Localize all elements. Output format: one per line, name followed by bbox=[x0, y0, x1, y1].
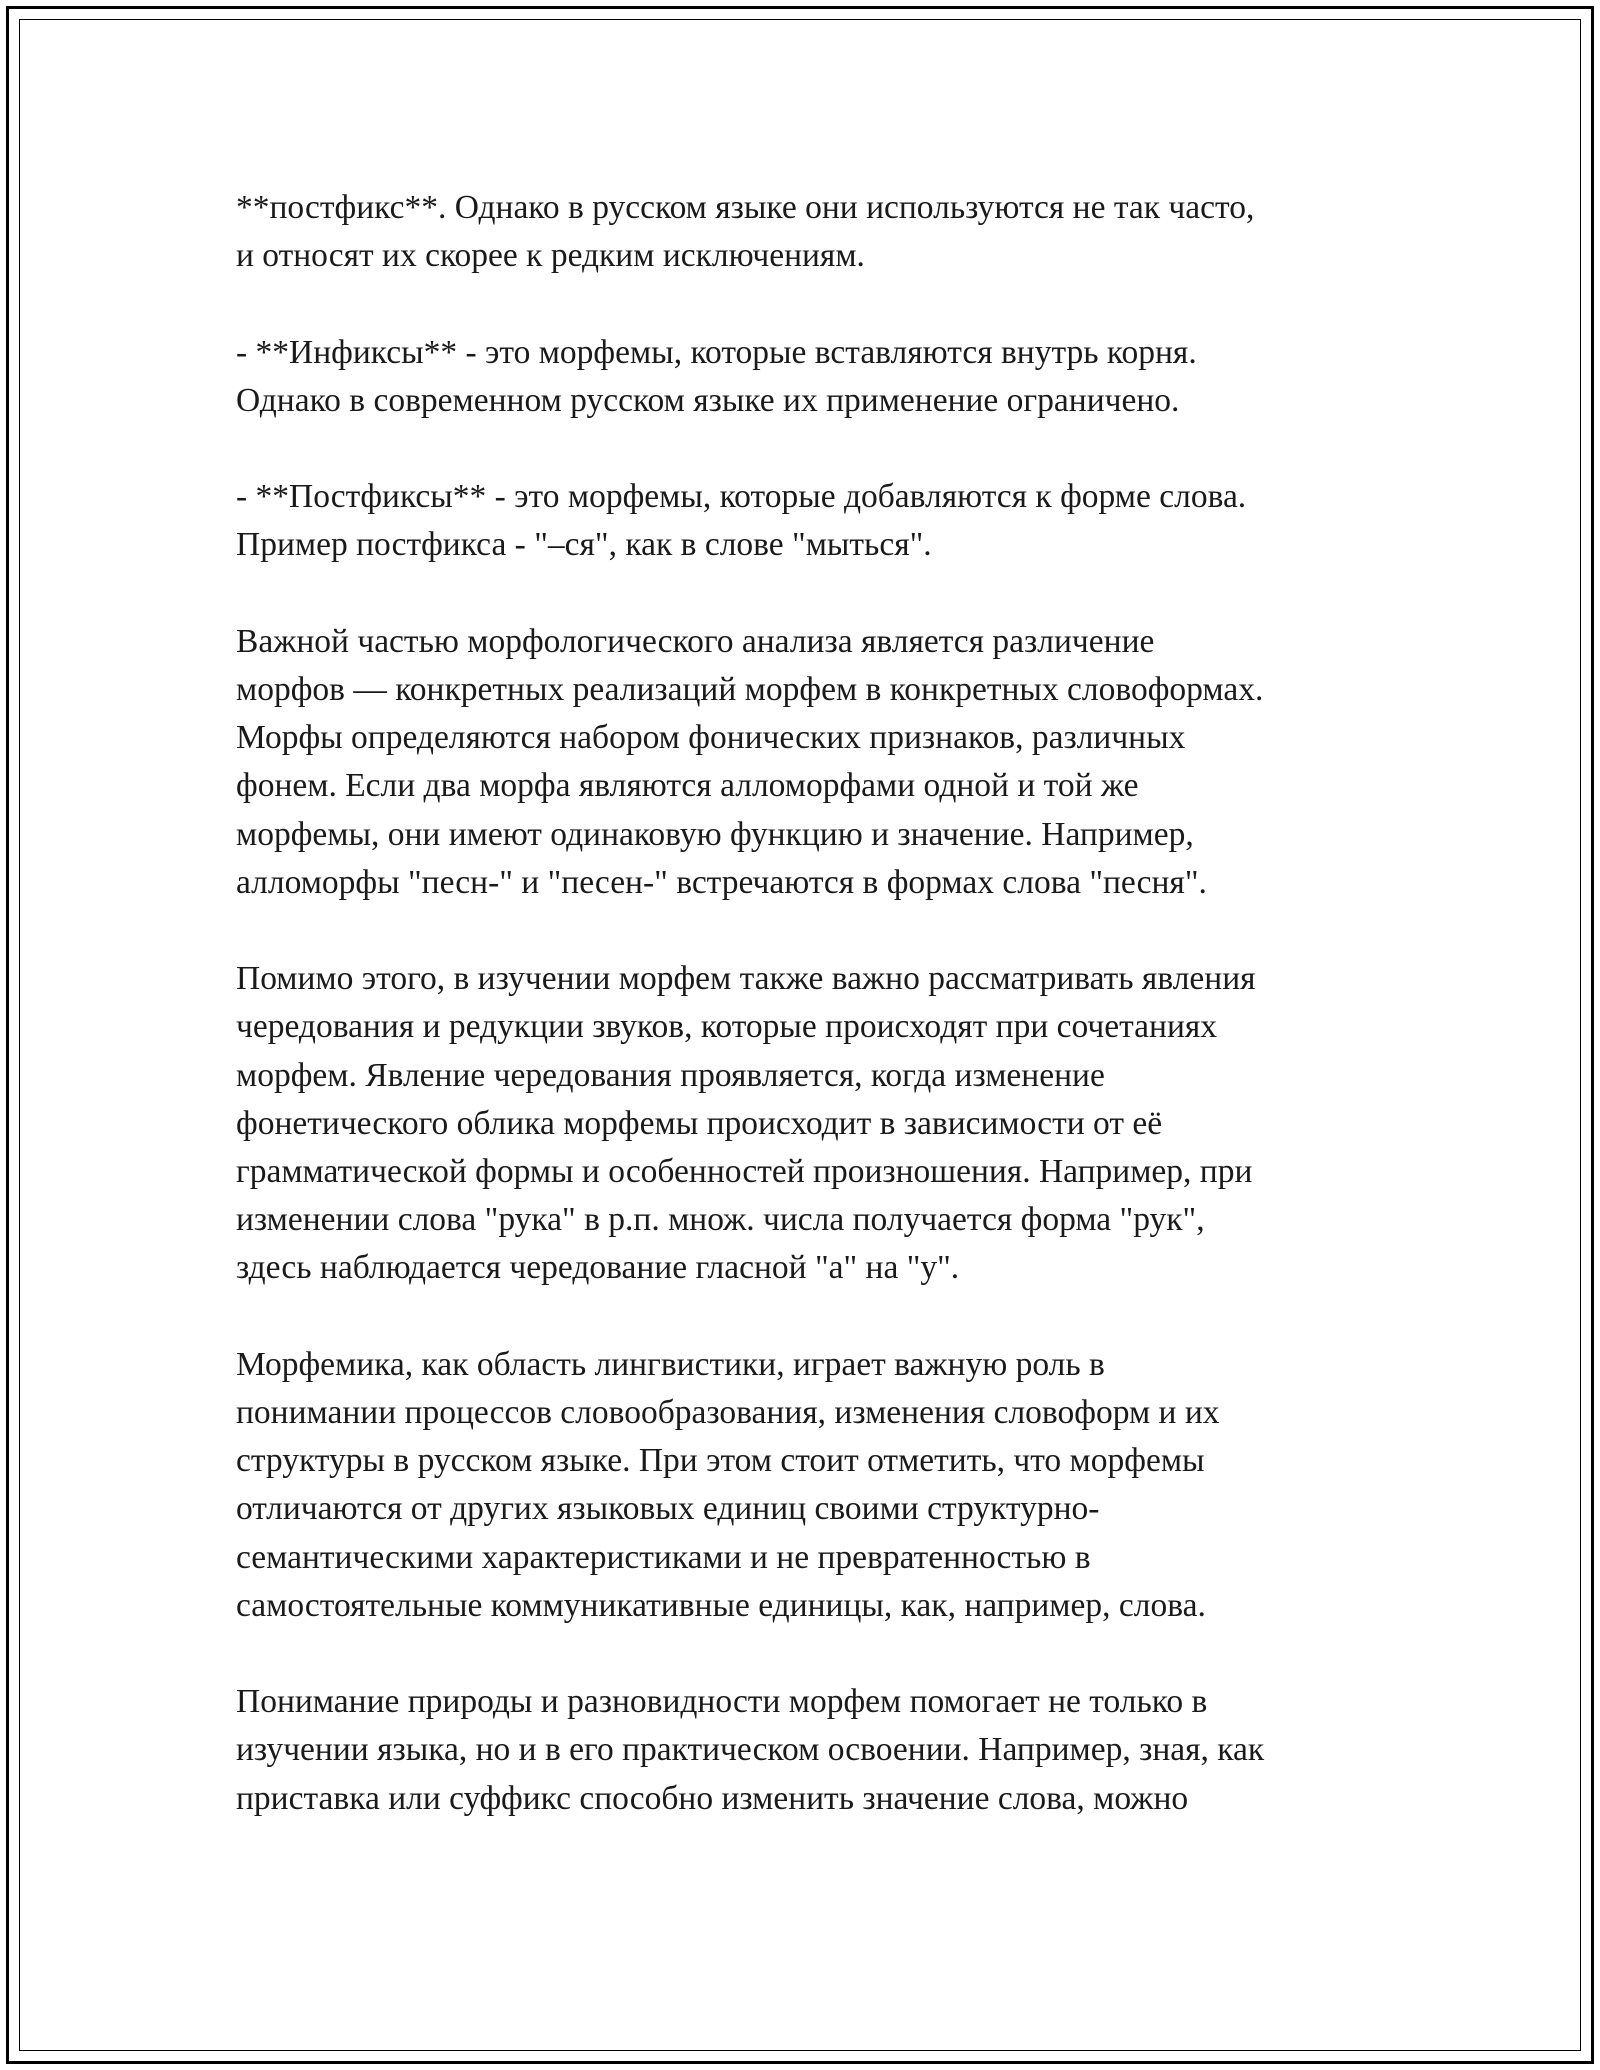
paragraph-infixes: - **Инфиксы** - это морфемы, которые вставляются внутрь корня. Однако в современном русском языке их применение ограничено. bbox=[236, 333, 1197, 419]
paragraph-morphs: Важной частью морфологического анализа является различение морфов — конкретных реализаций морфем в конкретных словоформах. Морфы определяются набором фонических признаков, различных фонем. Если два морфа являются алломорфами одной и той же морфемы, они имеют одинаковую функцию и значение. Например, алломорфы "песн-" и "песен-" встречаются в формах слова "песня". bbox=[236, 622, 1264, 901]
paragraph-morphemics-role: Морфемика, как область лингвистики, играет важную роль в понимании процессов словообразования, изменения словоформ и их структуры в русском языке. При этом стоит отметить, что морфемы отличаются от других языковых единиц своими структурно- семантическими характеристиками и не превратенностью в самостоятельные коммуникативные единицы, как, например, слова. bbox=[236, 1345, 1220, 1624]
paragraph-understanding: Понимание природы и разновидности морфем помогает не только в изучении языка, но и в его практическом освоении. Например, зная, как приставка или суффикс способно изменить значение слова, можно bbox=[236, 1683, 1265, 1817]
paragraph-alternation: Помимо этого, в изучении морфем также важно рассматривать явления чередования и редукции звуков, которые происходят при сочетаниях морфем. Явление чередования проявляется, когда изменение фонетического облика морфемы происходит в зависимости от её грамматической формы и особенностей произношения. Например, при изменении слова "рука" в р.п. множ. числа получается форма "рук", здесь наблюдается чередование гласной "а" на "у". bbox=[236, 960, 1256, 1287]
paragraph-postfixes: - **Постфиксы** - это морфемы, которые добавляются к форме слова. Пример постфикса - "–ся", как в слове "мыться". bbox=[236, 478, 1247, 564]
paragraph-postfix-intro: **постфикс**. Однако в русском языке они используются не так часто, и относят их скорее к редким исключениям. bbox=[236, 189, 1255, 275]
document-body bbox=[236, 184, 1396, 1823]
